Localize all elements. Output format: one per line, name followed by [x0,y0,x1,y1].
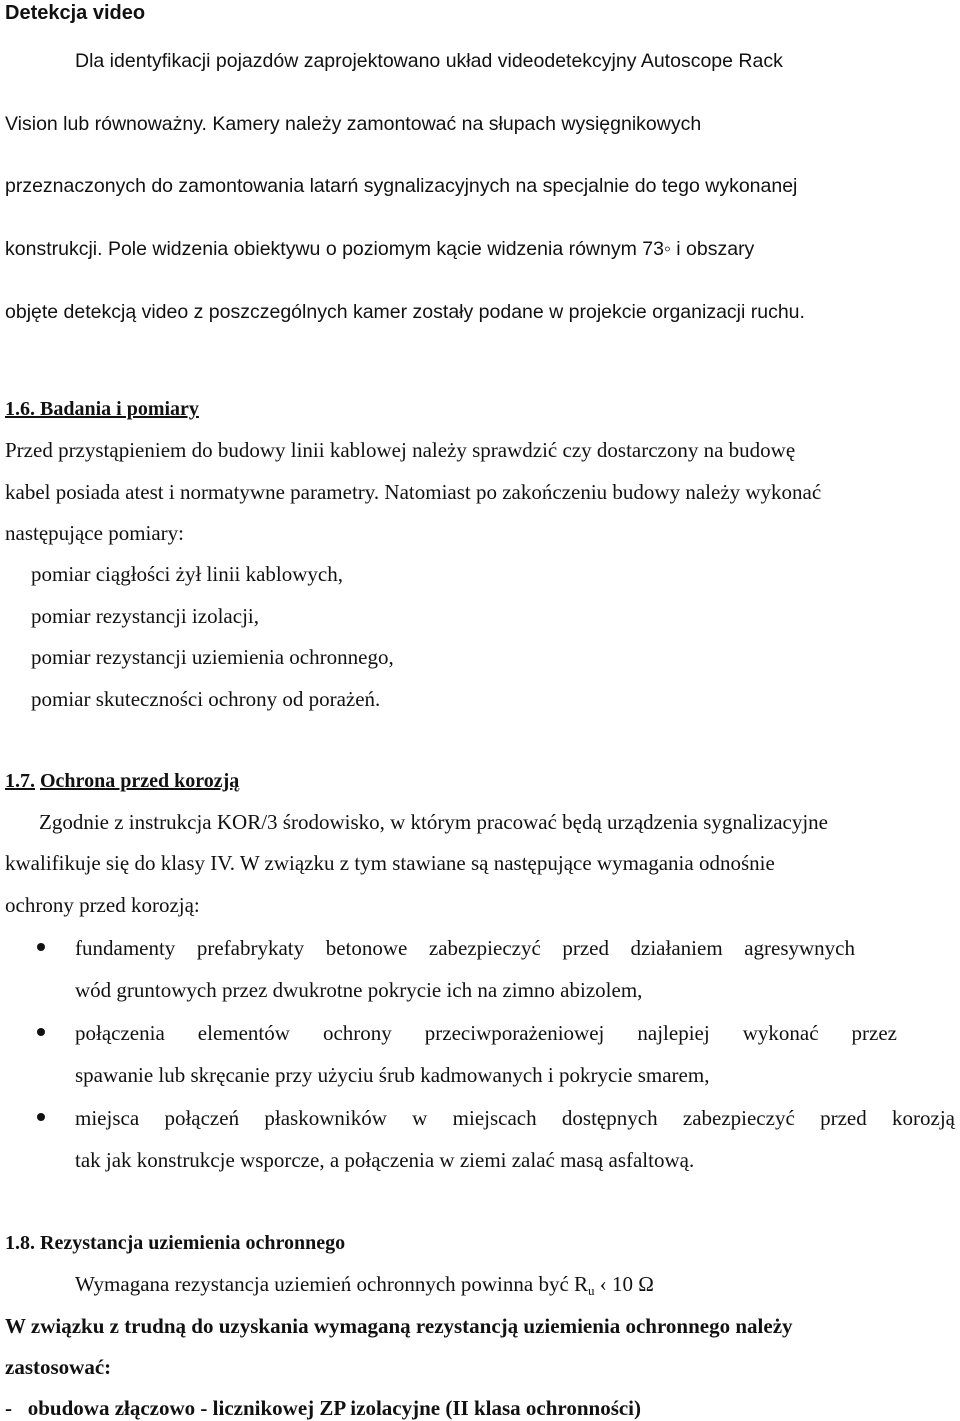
bullet-item-line: wód gruntowych przez dwukrotne pokrycie ich na zimno abizolem, [75,978,643,1002]
list-item: pomiar skuteczności ochrony od porażeń. [31,687,381,711]
bullet-item-line: fundamenty prefabrykaty betonowe zabezpieczyć przed działaniem agresywnych [75,936,855,960]
paragraph-line: ochrony przed korozją: [5,893,200,917]
bullet-icon [37,943,45,951]
subscript: u [588,1283,595,1298]
bullet-item-line: spawanie lub skręcanie przy użyciu śrub kadmowanych i pokrycie smarem, [75,1063,710,1087]
section-heading-1-7 [5,768,239,794]
section-number: 1.8. [5,1232,35,1254]
paragraph-line: następujące pomiary: [5,521,185,545]
paragraph-line: Zgodnie z instrukcja KOR/3 środowisko, w którym pracować będą urządzenia sygnalizacyjne [39,810,828,834]
section-number: 1.7. [5,770,35,792]
bullet-item-line: miejsca połączeń płaskowników w miejscach dostępnych zabezpieczyć przed korozją [75,1106,955,1130]
dash-list-item: - obudowa złączowo - licznikowej ZP izolacyjne (II klasa ochronności) [5,1396,642,1420]
paragraph-line: przeznaczonych do zamontowania latarń sygnalizacyjnych na specjalnie do tego wykonanej [5,175,798,197]
list-item: pomiar rezystancji izolacji, [31,604,259,628]
bold-paragraph-line: W związku z trudną do uzyskania wymaganą rezystancją uziemienia ochronnego należy [5,1314,793,1338]
paragraph-line: objęte detekcją video z poszczególnych kamer zostały podane w projekcie organizacji ruchu. [5,301,805,323]
section-title: Rezystancja uziemienia ochronnego [40,1232,346,1254]
section-heading-1-6: 1.6. Badania i pomiary [5,398,199,420]
paragraph-line: kabel posiada atest i normatywne parametry. Natomiast po zakończeniu budowy należy wykonać [5,480,822,504]
paragraph-line: Dla identyfikacji pojazdów zaprojektowano układ videodetekcyjny Autoscope Rack [75,50,783,72]
paragraph-line: Vision lub równoważny. Kamery należy zamontować na słupach wysięgnikowych [5,113,702,135]
section-title: Ochrona przed korozją [40,770,240,792]
bullet-icon [37,1113,45,1121]
bullet-icon [37,1028,45,1036]
requirement-text: Wymagana rezystancja uziemień ochronnych powinna być R [75,1272,589,1296]
paragraph-line: konstrukcji. Pole widzenia obiektywu o poziomym kącie widzenia równym 73◦ i obszary [5,238,755,260]
bold-paragraph-line: zastosować: [5,1355,112,1379]
requirement-value: ‹ 10 Ω [594,1272,654,1296]
section-heading-video: Detekcja video [5,2,146,24]
bullet-item-line: tak jak konstrukcje wsporcze, a połączenia w ziemi zalać masą asfaltową. [75,1148,695,1172]
paragraph-line: kwalifikuje się do klasy IV. W związku z tym stawiane są następujące wymagania odnośnie [5,851,775,875]
list-item: pomiar rezystancji uziemienia ochronnego, [31,645,394,669]
requirement-line [75,1271,654,1304]
paragraph-line: Przed przystąpieniem do budowy linii kablowej należy sprawdzić czy dostarczony na budowę [5,438,796,462]
bullet-item-line: połączenia elementów ochrony przeciwporażeniowej najlepiej wykonać przez [75,1021,897,1045]
section-heading-1-8 [5,1230,345,1256]
list-item: pomiar ciągłości żył linii kablowych, [31,562,344,586]
